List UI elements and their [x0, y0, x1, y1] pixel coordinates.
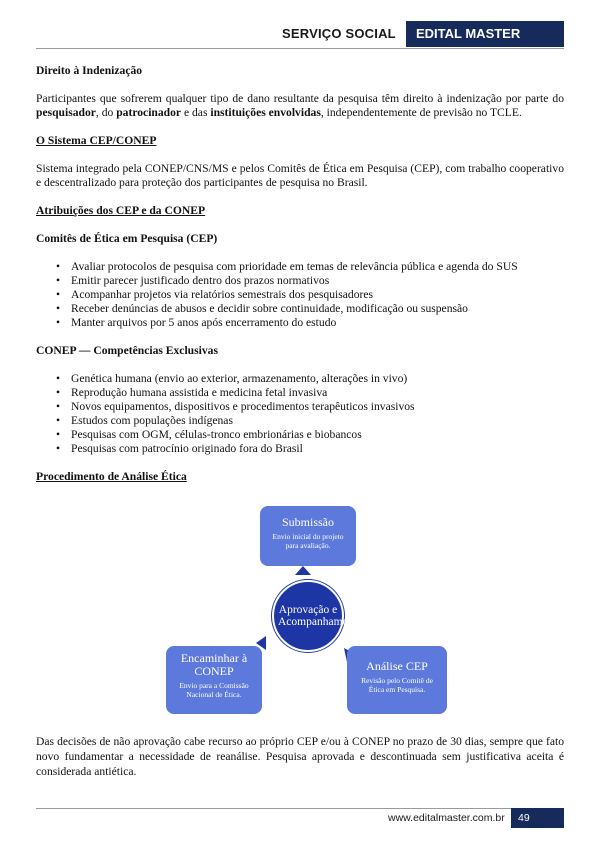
- paragraph-sistema: Sistema integrado pela CONEP/CNS/MS e pelos Comitês de Ética em Pesquisa (CEP), com trabalho cooperativo e descentralizado para proteção dos participantes de pesquisa no Brasil.: [36, 162, 564, 189]
- node-analise-title: Análise CEP: [366, 659, 428, 673]
- heading-atribuicoes: Atribuições dos CEP e da CONEP: [36, 204, 206, 217]
- heading-cep: Comitês de Ética em Pesquisa (CEP): [36, 232, 218, 245]
- heading-sistema-cep-conep: O Sistema CEP/CONEP: [36, 134, 157, 147]
- node-submissao: [260, 506, 356, 566]
- footer-website-link[interactable]: www.editalmaster.com.br: [388, 812, 505, 824]
- list-item: • Estudos com populações indígenas: [71, 414, 564, 428]
- header-brand-badge: EDITAL MASTER: [406, 21, 564, 47]
- page-number: 49: [511, 808, 564, 828]
- closing-paragraph: Das decisões de não aprovação cabe recurso ao próprio CEP e/ou à CONEP no prazo de 30 dias, sempre que fato novo fundamentar a necessidade de reanálise. Pesquisa aprovada e descontinuada sem justificativa aceita é considerada antiética.: [36, 735, 564, 778]
- list-item: • Genética humana (envio ao exterior, armazenamento, alterações in vivo): [71, 372, 564, 386]
- list-item: • Receber denúncias de abusos e decidir sobre continuidade, modificação ou suspensão: [71, 302, 564, 316]
- list-item: • Reprodução humana assistida e medicina fetal invasiva: [71, 386, 564, 400]
- node-analise-cep: [347, 646, 447, 714]
- node-center-label: Aprovação e Acompanhamento: [278, 604, 363, 628]
- arrow-top: [295, 566, 311, 575]
- heading-conep: CONEP — Competências Exclusivas: [36, 344, 218, 357]
- term-instituicoes: instituições envolvidas: [210, 106, 321, 119]
- node-encaminhar-conep: [166, 646, 262, 714]
- term-pesquisador: pesquisador: [36, 106, 96, 119]
- paragraph-indenizacao: Participantes que sofrerem qualquer tipo de dano resultante da pesquisa têm direito à indenização por parte do pesquisador, do patrocinador e das instituições envolvidas, independentemente de previsão no TCLE.: [36, 92, 564, 119]
- list-item: • Avaliar protocolos de pesquisa com prioridade em temas de relevância pública e agenda do SUS: [71, 260, 564, 274]
- node-encaminhar-title: Encaminhar à CONEP: [180, 651, 248, 678]
- header-section-title: SERVIÇO SOCIAL: [282, 26, 396, 41]
- list-item: • Emitir parecer justificado dentro dos prazos normativos: [71, 274, 564, 288]
- list-item: • Pesquisas com OGM, células-tronco embrionárias e biobancos: [71, 428, 564, 442]
- node-analise-desc: Revisão pelo Comitê de Ética em Pesquisa.: [361, 676, 433, 694]
- footer-divider: [36, 808, 564, 809]
- node-aprovacao-acompanhamento: [272, 580, 363, 652]
- node-submissao-title: Submissão: [281, 515, 334, 529]
- list-item: • Manter arquivos por 5 anos após encerramento do estudo: [71, 316, 564, 330]
- list-item: • Acompanhar projetos via relatórios semestrais dos pesquisadores: [71, 288, 564, 302]
- node-encaminhar-desc: Envio para a Comissão Nacional de Ética.: [179, 681, 249, 699]
- node-submissao-desc: Envio inicial do projeto para avaliação.: [272, 532, 344, 550]
- list-item: • Pesquisas com patrocínio originado fora do Brasil: [71, 442, 564, 456]
- heading-indenizacao: Direito à Indenização: [36, 64, 143, 77]
- heading-procedimento: Procedimento de Análise Ética: [36, 470, 187, 483]
- list-item: • Novos equipamentos, dispositivos e procedimentos terapêuticos invasivos: [71, 400, 564, 414]
- term-patrocinador: patrocinador: [116, 106, 182, 119]
